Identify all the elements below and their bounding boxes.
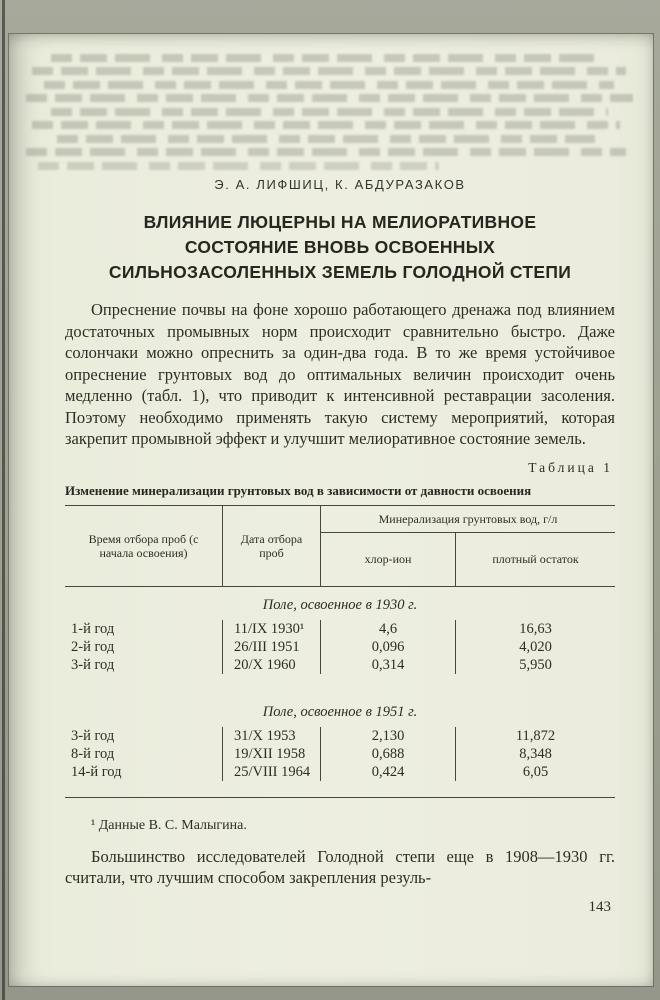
cell-residue: 8,348 [455, 745, 615, 763]
authors-line: Э. А. ЛИФШИЦ, К. АБДУРАЗАКОВ [214, 177, 466, 192]
table-row [65, 638, 615, 656]
col-header-chlorine-ion: хлор-ион [320, 533, 455, 586]
article-title-line-1: ВЛИЯНИЕ ЛЮЦЕРНЫ НА МЕЛИОРАТИВНОЕ [143, 212, 537, 232]
cell-date: 25/VIII 1964 [222, 763, 320, 781]
article-title-line-3: СИЛЬНОЗАСОЛЕННЫХ ЗЕМЕЛЬ ГОЛОДНОЙ СТЕПИ [108, 262, 572, 282]
cell-chlorine: 0,688 [320, 745, 455, 763]
col-header-sampling-date: Дата отбора проб [222, 506, 320, 586]
table-row [65, 620, 615, 638]
cell-period: 3-й год [71, 656, 115, 673]
cell-chlorine: 0,314 [320, 656, 455, 674]
table-label: Таблица 1 [528, 459, 613, 475]
cell-period: 1-й год [71, 620, 115, 637]
cell-residue: 5,950 [455, 656, 615, 674]
cell-date: 11/IX 1930¹ [222, 620, 320, 638]
mineralization-table [65, 505, 615, 798]
col-group-header-mineralization: Минерализация грунтовых вод, г/л [320, 506, 615, 533]
cell-date: 26/III 1951 [222, 638, 320, 656]
table-row [65, 656, 615, 674]
article-title [65, 210, 615, 285]
table-row [65, 727, 615, 745]
col-header-sampling-time: Время отбора проб (с начала освоения) [88, 531, 199, 560]
page-content [65, 34, 615, 916]
cell-chlorine: 0,096 [320, 638, 455, 656]
closing-paragraph: Большинство исследователей Голодной степи еще в 1908—1930 гг. считали, что лучшим способом закрепления резуль- [65, 846, 615, 887]
cell-residue: 6,05 [455, 763, 615, 781]
cell-period: 3-й год [71, 727, 115, 744]
table-section-title-1951: Поле, освоенное в 1951 г. [262, 703, 418, 720]
cell-period: 8-й год [71, 745, 115, 762]
table-caption: Изменение минерализации грунтовых вод в зависимости от давности освоения [65, 482, 532, 498]
table-section-title-1930: Поле, освоенное в 1930 г. [262, 596, 418, 613]
cell-chlorine: 2,130 [320, 727, 455, 745]
cell-period: 14-й год [71, 763, 122, 780]
cell-residue: 4,020 [455, 638, 615, 656]
cell-chlorine: 4,6 [320, 620, 455, 638]
intro-paragraph: Опреснение почвы на фоне хорошо работающего дренажа под влиянием достаточных промывных норм происходит сравнительно быстро. Даже солончаки можно опреснить за один-два года. В то же время устойчивое опреснение грунтовых вод до оптимальных величин происходит очень медленно (табл. 1), что приводит к интенсивной реставрации засоления. Поэтому необходимо применять такую систему мероприятий, которая закрепит промывной эффект и улучшит мелиоративное состояние земель. [65, 300, 615, 448]
cell-residue: 11,872 [455, 727, 615, 745]
article-title-line-2: СОСТОЯНИЕ ВНОВЬ ОСВОЕННЫХ [184, 237, 496, 257]
paper [9, 34, 653, 986]
cell-residue: 16,63 [455, 620, 615, 638]
table-row [65, 745, 615, 763]
table-row [65, 763, 615, 781]
cell-date: 19/XII 1958 [222, 745, 320, 763]
cell-date: 20/X 1960 [222, 656, 320, 674]
cell-chlorine: 0,424 [320, 763, 455, 781]
cell-period: 2-й год [71, 638, 115, 655]
table-header [65, 505, 615, 587]
col-header-solid-residue: плотный остаток [455, 533, 615, 586]
footnote: ¹ Данные В. С. Малыгина. [91, 817, 247, 833]
cell-date: 31/X 1953 [222, 727, 320, 745]
page-number: 143 [588, 898, 611, 915]
